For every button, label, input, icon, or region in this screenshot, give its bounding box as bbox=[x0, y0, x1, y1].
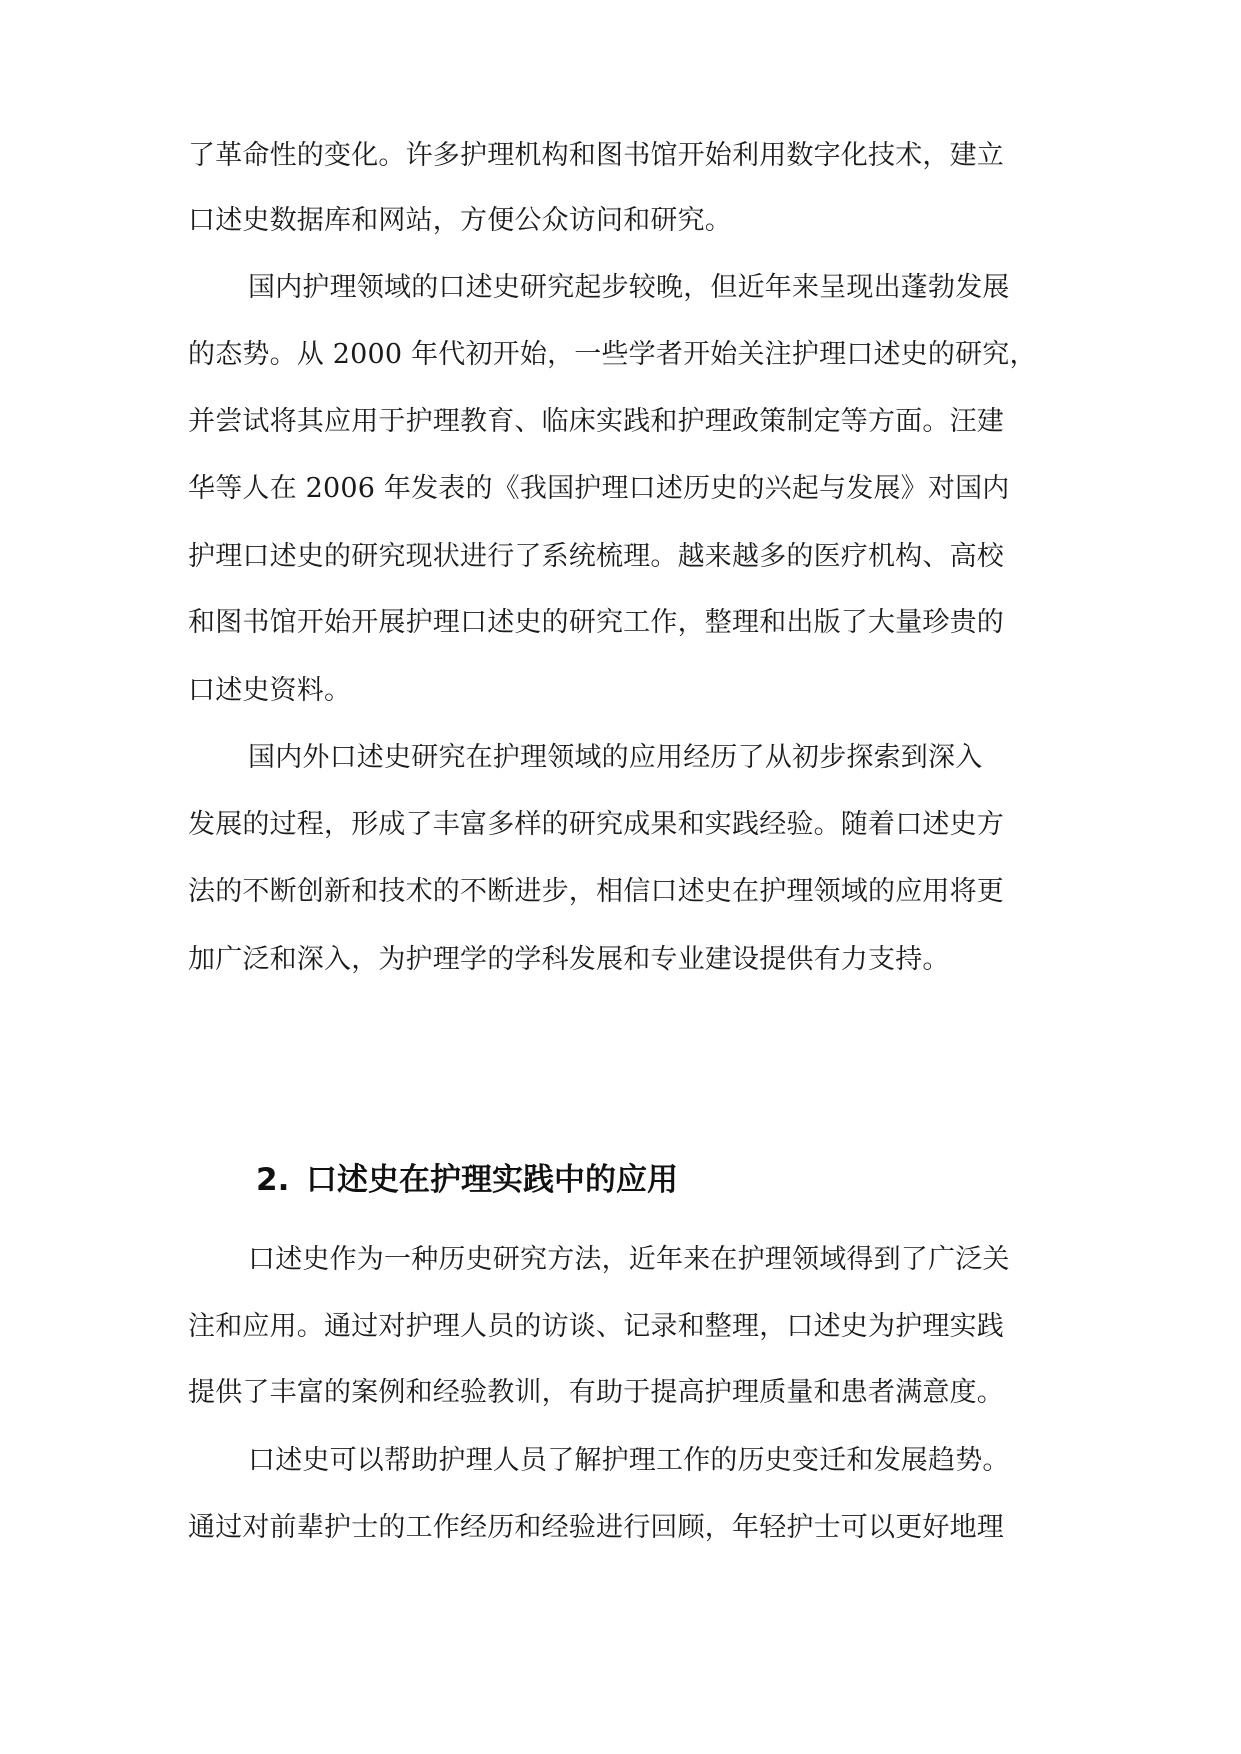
paragraph-line: 国内护理领域的口述史研究起步较晚，但近年来呈现出蓬勃发展 bbox=[248, 272, 1010, 303]
paragraph-line: 口述史可以帮助护理人员了解护理工作的历史变迁和发展趋势。 bbox=[248, 1445, 1010, 1476]
paragraph-line: 口述史资料。 bbox=[188, 675, 352, 706]
paragraph-line: 国内外口述史研究在护理领域的应用经历了从初步探索到深入 bbox=[248, 742, 983, 773]
paragraph-line: 发展的过程，形成了丰富多样的研究成果和实践经验。随着口述史方 bbox=[188, 809, 1004, 840]
paragraph-line: 口述史作为一种历史研究方法，近年来在护理领域得到了广泛关 bbox=[248, 1244, 1010, 1275]
paragraph-line: 华等人在 2006 年发表的《我国护理口述历史的兴起与发展》对国内 bbox=[188, 473, 1010, 504]
section-title: 口述史在护理实践中的应用 bbox=[306, 1162, 678, 1198]
paragraph-line: 和图书馆开始开展护理口述史的研究工作，整理和出版了大量珍贵的 bbox=[188, 607, 1004, 638]
paragraph-line: 了革命性的变化。许多护理机构和图书馆开始利用数字化技术，建立 bbox=[188, 140, 1004, 171]
section-number: 2. bbox=[256, 1162, 290, 1198]
paragraph-line: 护理口述史的研究现状进行了系统梳理。越来越多的医疗机构、高校 bbox=[188, 541, 1004, 572]
paragraph-line: 注和应用。通过对护理人员的访谈、记录和整理，口述史为护理实践 bbox=[188, 1311, 1004, 1342]
paragraph-line: 法的不断创新和技术的不断进步，相信口述史在护理领域的应用将更 bbox=[188, 876, 1004, 907]
section-heading bbox=[256, 1158, 678, 1202]
paragraph-line: 口述史数据库和网站，方便公众访问和研究。 bbox=[188, 205, 732, 236]
paragraph-line: 提供了丰富的案例和经验教训，有助于提高护理质量和患者满意度。 bbox=[188, 1377, 1004, 1408]
paragraph-line: 的态势。从 2000 年代初开始，一些学者开始关注护理口述史的研究， bbox=[188, 339, 1037, 370]
paragraph-line: 通过对前辈护士的工作经历和经验进行回顾，年轻护士可以更好地理 bbox=[188, 1512, 1004, 1543]
paragraph-line: 加广泛和深入，为护理学的学科发展和专业建设提供有力支持。 bbox=[188, 944, 950, 975]
paragraph-line: 并尝试将其应用于护理教育、临床实践和护理政策制定等方面。汪建 bbox=[188, 406, 1004, 437]
